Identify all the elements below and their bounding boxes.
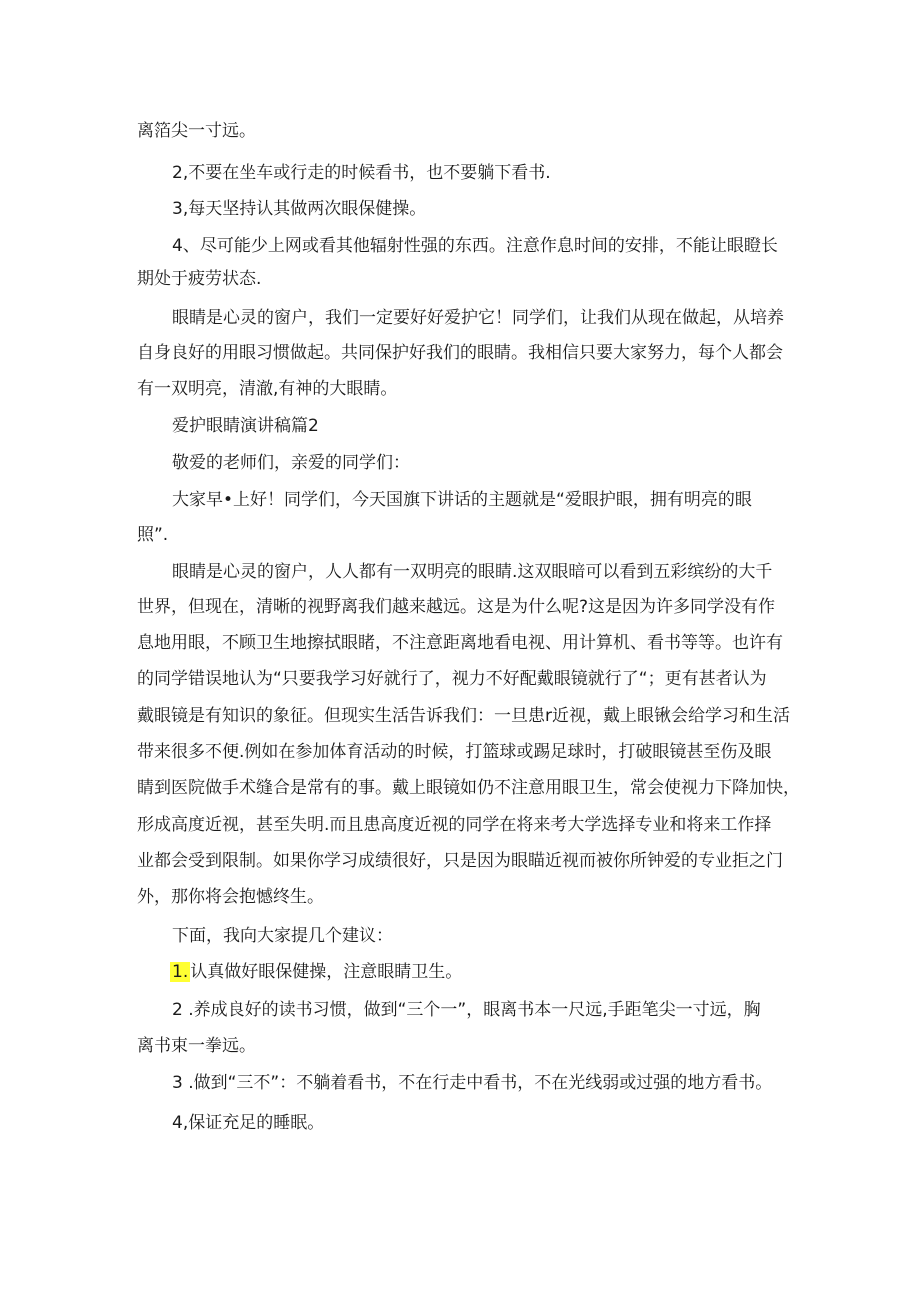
text-line: 外，那你将会抱憾终生。	[137, 887, 324, 907]
text-line: 的同学错误地认为“只要我学习好就行了，视力不好配戴眼镜就行了“；更有甚者认为	[137, 669, 767, 689]
text-line: 大家早•上好！同学们，今天国旗下讲话的主题就是“爱眼护眼，拥有明亮的眼	[172, 490, 752, 510]
salutation: 敬爱的老师们，亲爱的同学们：	[172, 453, 410, 473]
text-line: 离书束一拳远。	[137, 1036, 256, 1056]
list-item-text: 认真做好眼保健操，注意眼睛卫生。	[190, 962, 463, 982]
text-line: 息地用眼，不顾卫生地擦拭眼睹，不注意距离地看电视、用计算机、看书等等。也许有	[137, 633, 783, 653]
text-line: 照”.	[137, 525, 169, 545]
text-line: 形成高度近视，甚至失明.而且患高度近视的同学在将来考大学选择专业和将来工作择	[137, 815, 772, 835]
list-item-4: 4,保证充足的睡眠。	[172, 1113, 325, 1133]
text-line: 自身良好的用眼习惯做起。共同保护好我们的眼睛。我相信只要大家努力，每个人都会	[137, 343, 783, 363]
list-item-2: 2 .养成良好的读书习惯，做到“三个一”，眼离书本一尺远,手距笔尖一寸远，胸	[172, 1000, 761, 1020]
highlight-marker: 1.	[172, 962, 189, 982]
text-line: 离箔尖一寸远。	[137, 121, 256, 141]
section-heading: 爱护眼睛演讲稿篇2	[172, 416, 319, 436]
text-line: 3,每天坚持认其做两次眼保健操。	[172, 199, 427, 219]
text-line: 世界，但现在，清晰的视野离我们越来越远。这是为什么呢?这是因为许多同学没有作	[137, 597, 776, 617]
text-line: 4、尽可能少上网或看其他辐射性强的东西。注意作息时间的安排，不能让眼瞪长	[172, 236, 778, 256]
text-line: 2,不要在坐车或行走的时候看书，也不要躺下看书.	[172, 163, 551, 183]
list-item-3: 3 .做到“三不”：不躺着看书，不在行走中看书，不在光线弱或过强的地方看书。	[172, 1073, 773, 1093]
text-line: 下面，我向大家提几个建议：	[172, 926, 393, 946]
list-item-1	[170, 959, 920, 985]
text-line: 带来很多不便.例如在参加体育活动的时候，打篮球或踢足球时，打破眼镜甚至伤及眼	[137, 742, 772, 762]
text-line: 期处于疲劳状态.	[137, 269, 262, 289]
text-line: 有一双明亮，清澈,有神的大眼睛。	[137, 379, 398, 399]
text-line: 业都会受到限制。如果你学习成绩很好，只是因为眼瞄近视而被你所钟爱的专业拒之门	[137, 851, 783, 871]
text-line: 眼睛是心灵的窗户，我们一定要好好爱护它！同学们，让我们从现在做起，从培养	[172, 308, 784, 328]
text-line: 眼睛是心灵的窗户，人人都有一双明亮的眼睛.这双眼暗可以看到五彩缤纷的大千	[172, 562, 773, 582]
text-line: 戴眼镜是有知识的象征。但现实生活告诉我们：一旦患r近视，戴上眼锹会给学习和生活	[137, 706, 790, 726]
text-line: 睛到医院做手术缝合是常有的事。戴上眼镜如仍不注意用眼卫生，常会使视力下降加快，	[137, 778, 800, 798]
